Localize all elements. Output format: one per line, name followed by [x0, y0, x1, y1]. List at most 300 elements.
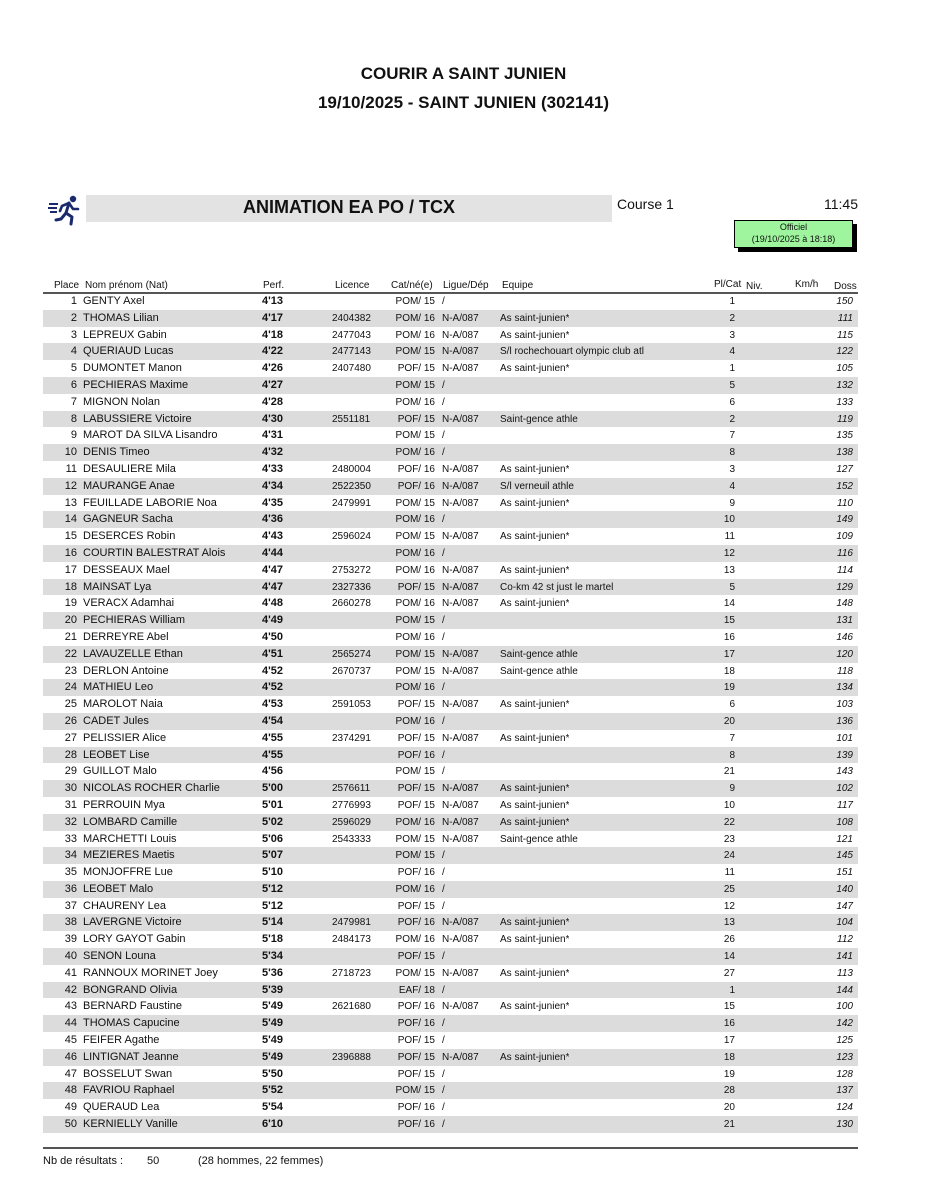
cell-plcat: 6 — [729, 396, 735, 408]
cell-cat: POM/ 15 — [395, 1085, 435, 1097]
table-row — [43, 1066, 858, 1083]
cell-doss: 113 — [837, 967, 853, 979]
cell-ligue: N-A/087 — [442, 967, 479, 979]
cell-plcat: 20 — [723, 1102, 735, 1114]
cell-name: GUILLOT Malo — [83, 765, 157, 778]
cell-perf: 4'55 — [262, 731, 283, 744]
cell-name: CHAURENY Lea — [83, 899, 166, 912]
cell-cat: POM/ 16 — [395, 816, 435, 828]
cell-place: 41 — [64, 966, 77, 979]
cell-doss: 137 — [836, 1085, 853, 1097]
cell-place: 35 — [64, 866, 77, 879]
table-row — [43, 780, 858, 797]
cell-perf: 4'44 — [262, 546, 283, 559]
cell-ligue: / — [442, 296, 445, 307]
cell-equipe: As saint-junien* — [500, 732, 570, 744]
cell-name: SENON Louna — [83, 950, 156, 963]
cell-name: LAVERGNE Victoire — [83, 916, 182, 929]
cell-ligue: N-A/087 — [442, 581, 479, 593]
cell-perf: 5'12 — [262, 899, 283, 912]
course-label: Course 1 — [617, 196, 674, 212]
cell-place: 3 — [70, 328, 77, 341]
cell-plcat: 16 — [723, 631, 735, 643]
cell-place: 47 — [64, 1067, 77, 1080]
cell-name: BERNARD Faustine — [83, 1000, 183, 1013]
cell-plcat: 21 — [723, 766, 735, 778]
cell-cat: POF/ 16 — [397, 1018, 435, 1030]
cell-name: LEOBET Malo — [83, 882, 154, 895]
cell-ligue: / — [442, 715, 445, 727]
cell-licence: 2776993 — [332, 799, 371, 811]
cell-ligue: / — [442, 379, 445, 391]
cell-cat: POF/ 15 — [397, 799, 435, 811]
cell-licence: 2484173 — [332, 934, 371, 946]
cell-cat: POM/ 16 — [395, 564, 435, 576]
cell-doss: 133 — [836, 396, 853, 408]
cell-plcat: 1 — [729, 984, 735, 996]
cell-ligue: / — [442, 682, 445, 694]
table-row — [43, 579, 858, 596]
cell-equipe: Saint-gence athle — [500, 665, 578, 677]
cell-name: DENIS Timeo — [83, 446, 150, 459]
cell-name: LAVAUZELLE Ethan — [83, 647, 183, 660]
table-row — [43, 679, 858, 696]
cell-ligue: N-A/087 — [442, 363, 479, 375]
cell-name: COURTIN BALESTRAT Alois — [83, 546, 226, 559]
cell-place: 42 — [64, 983, 77, 996]
cell-name: MAINSAT Lya — [83, 580, 152, 593]
cell-plcat: 9 — [729, 497, 735, 509]
cell-perf: 5'52 — [262, 1084, 283, 1097]
cell-perf: 5'49 — [262, 1034, 283, 1047]
cell-name: THOMAS Capucine — [83, 1017, 180, 1030]
cell-name: MATHIEU Leo — [83, 681, 154, 694]
cell-licence: 2718723 — [332, 967, 371, 979]
cell-ligue: / — [442, 514, 445, 526]
cell-place: 21 — [64, 630, 77, 643]
table-row — [43, 847, 858, 864]
cell-cat: POM/ 16 — [395, 682, 435, 694]
cell-cat: POM/ 15 — [395, 967, 435, 979]
cell-name: MARCHETTI Louis — [83, 832, 177, 845]
cell-place: 36 — [64, 882, 77, 895]
cell-place: 15 — [64, 530, 77, 543]
cell-plcat: 27 — [723, 967, 735, 979]
cell-ligue: / — [442, 1018, 445, 1030]
cell-perf: 4'51 — [262, 647, 283, 660]
cell-perf: 4'43 — [262, 530, 283, 543]
cell-plcat: 18 — [723, 1051, 735, 1063]
cell-ligue: N-A/087 — [442, 917, 479, 929]
cell-ligue: N-A/087 — [442, 934, 479, 946]
cell-plcat: 19 — [723, 1068, 735, 1080]
cell-ligue: / — [442, 867, 445, 879]
cell-cat: POF/ 15 — [397, 1068, 435, 1080]
cell-licence: 2404382 — [332, 312, 371, 324]
cell-name: QUERIAUD Lucas — [83, 345, 174, 358]
cell-doss: 125 — [836, 1035, 853, 1047]
cell-ligue: N-A/087 — [442, 497, 479, 509]
official-status-badge — [734, 220, 853, 248]
cell-licence: 2596029 — [332, 816, 371, 828]
cell-licence: 2374291 — [332, 732, 371, 744]
official-status-date: (19/10/2025 à 18:18) — [751, 234, 836, 244]
table-row — [43, 730, 858, 747]
cell-place: 12 — [64, 479, 77, 492]
cell-perf: 5'00 — [262, 782, 283, 795]
cell-cat: POF/ 16 — [397, 867, 435, 879]
cell-equipe: As saint-junien* — [500, 967, 570, 979]
cell-doss: 103 — [836, 699, 853, 711]
cell-name: DERREYRE Abel — [83, 630, 169, 643]
table-row — [43, 511, 858, 528]
table-row — [43, 696, 858, 713]
cell-doss: 132 — [836, 379, 853, 391]
cell-equipe: As saint-junien* — [500, 934, 570, 946]
cell-cat: POM/ 16 — [395, 598, 435, 610]
cell-plcat: 23 — [723, 833, 735, 845]
cell-name: BONGRAND Olivia — [83, 983, 178, 996]
cell-name: FEIFER Agathe — [83, 1034, 160, 1047]
cell-doss: 134 — [836, 682, 853, 694]
cell-cat: POM/ 15 — [395, 665, 435, 677]
cell-cat: POM/ 16 — [395, 312, 435, 324]
cell-plcat: 4 — [729, 346, 735, 358]
cell-ligue: N-A/087 — [442, 833, 479, 845]
cell-licence: 2660278 — [332, 598, 371, 610]
cell-doss: 130 — [836, 1119, 853, 1131]
cell-cat: POF/ 15 — [397, 951, 435, 963]
cell-ligue: / — [442, 766, 445, 778]
table-row — [43, 646, 858, 663]
cell-plcat: 3 — [729, 463, 735, 475]
cell-licence: 2407480 — [332, 363, 371, 375]
cell-name: LOMBARD Camille — [83, 815, 178, 828]
cell-perf: 4'50 — [262, 630, 283, 643]
cell-plcat: 26 — [723, 934, 735, 946]
col-doss: Doss — [834, 281, 857, 292]
table-row — [43, 797, 858, 814]
cell-ligue: N-A/087 — [442, 346, 479, 358]
cell-name: DUMONTET Manon — [83, 362, 182, 375]
cell-perf: 4'26 — [262, 362, 283, 375]
table-row — [43, 545, 858, 562]
cell-place: 48 — [64, 1084, 77, 1097]
cell-doss: 109 — [836, 531, 853, 543]
cell-equipe: As saint-junien* — [500, 312, 570, 324]
cell-perf: 4'56 — [262, 765, 283, 778]
cell-plcat: 11 — [724, 867, 735, 879]
cell-plcat: 10 — [723, 799, 735, 811]
cell-perf: 4'18 — [262, 328, 283, 341]
table-row — [43, 982, 858, 999]
cell-cat: POM/ 16 — [395, 631, 435, 643]
cell-equipe: As saint-junien* — [500, 917, 570, 929]
event-title: COURIR A SAINT JUNIEN — [360, 64, 567, 83]
cell-name: DERLON Antoine — [83, 664, 169, 677]
cell-ligue: N-A/087 — [442, 699, 479, 711]
cell-plcat: 13 — [723, 564, 735, 576]
cell-ligue: N-A/087 — [442, 312, 479, 324]
cell-doss: 112 — [837, 934, 853, 946]
cell-equipe: Saint-gence athle — [500, 413, 578, 425]
cell-place: 14 — [64, 513, 77, 526]
cell-doss: 135 — [836, 430, 853, 442]
cell-doss: 102 — [836, 783, 853, 795]
cell-place: 13 — [64, 496, 77, 509]
cell-ligue: / — [442, 850, 445, 862]
cell-perf: 5'49 — [262, 1050, 283, 1063]
cell-perf: 5'49 — [262, 1017, 283, 1030]
cell-equipe: As saint-junien* — [500, 1051, 570, 1063]
cell-equipe: S/l rochechouart olympic club atl — [500, 346, 644, 358]
cell-cat: POM/ 15 — [395, 346, 435, 358]
table-row — [43, 495, 858, 512]
table-row — [43, 1015, 858, 1032]
official-status-label: Officiel — [779, 222, 808, 232]
cell-cat: POF/ 16 — [397, 917, 435, 929]
cell-licence: 2396888 — [332, 1051, 371, 1063]
cell-ligue: N-A/087 — [442, 329, 479, 341]
table-row — [43, 343, 858, 360]
cell-licence: 2591053 — [332, 699, 371, 711]
cell-place: 18 — [64, 580, 77, 593]
cell-doss: 140 — [836, 883, 853, 895]
cell-licence: 2543333 — [332, 833, 371, 845]
cell-name: DESSEAUX Mael — [83, 563, 170, 576]
cell-licence: 2551181 — [332, 413, 371, 425]
cell-name: MAROLOT Naia — [83, 698, 163, 711]
cell-perf: 4'55 — [262, 748, 283, 761]
cell-plcat: 19 — [723, 682, 735, 694]
cell-cat: POM/ 15 — [395, 766, 435, 778]
cell-name: MONJOFFRE Lue — [83, 866, 173, 879]
table-row — [43, 427, 858, 444]
cell-doss: 143 — [836, 766, 853, 778]
cell-perf: 5'18 — [262, 933, 283, 946]
cell-ligue: / — [442, 1068, 445, 1080]
cell-name: LEPREUX Gabin — [83, 328, 167, 341]
table-row — [43, 864, 858, 881]
cell-ligue: / — [442, 1102, 445, 1114]
cell-place: 26 — [64, 714, 77, 727]
cell-place: 39 — [64, 933, 77, 946]
cell-doss: 117 — [837, 799, 853, 811]
cell-doss: 139 — [836, 749, 853, 761]
col-place: Place — [54, 280, 80, 291]
cell-plcat: 13 — [723, 917, 735, 929]
cell-equipe: As saint-junien* — [500, 598, 570, 610]
cell-cat: POF/ 15 — [397, 1051, 435, 1063]
cell-plcat: 14 — [723, 951, 735, 963]
cell-cat: POF/ 16 — [397, 749, 435, 761]
cell-plcat: 18 — [723, 665, 735, 677]
cell-place: 50 — [64, 1118, 77, 1131]
table-row — [43, 948, 858, 965]
cell-plcat: 24 — [723, 850, 735, 862]
cell-plcat: 28 — [723, 1085, 735, 1097]
event-date-location: 19/10/2025 - SAINT JUNIEN (302141) — [317, 93, 610, 112]
cell-cat: POM/ 15 — [395, 615, 435, 627]
table-row — [43, 1082, 858, 1099]
cell-name: NICOLAS ROCHER Charlie — [83, 782, 220, 795]
cell-name: FAVRIOU Raphael — [83, 1084, 175, 1097]
cell-name: DESERCES Robin — [83, 530, 176, 543]
cell-plcat: 3 — [729, 329, 735, 341]
cell-doss: 136 — [836, 715, 853, 727]
table-row — [43, 411, 858, 428]
cell-doss: 115 — [837, 329, 853, 341]
cell-equipe: As saint-junien* — [500, 531, 570, 543]
cell-perf: 4'27 — [262, 378, 283, 391]
start-time: 11:45 — [824, 196, 858, 212]
results-count-label: Nb de résultats : — [43, 1155, 124, 1167]
cell-perf: 4'48 — [262, 597, 283, 610]
cell-licence: 2596024 — [332, 531, 371, 543]
table-row — [43, 444, 858, 461]
cell-equipe: Saint-gence athle — [500, 648, 578, 660]
cell-plcat: 5 — [729, 581, 735, 593]
table-row — [43, 461, 858, 478]
cell-perf: 5'50 — [262, 1067, 283, 1080]
cell-place: 44 — [64, 1017, 77, 1030]
cell-ligue: N-A/087 — [442, 1001, 479, 1013]
cell-name: RANNOUX MORINET Joey — [83, 966, 218, 979]
col-cat: Cat/né(e) — [391, 280, 433, 291]
cell-equipe: As saint-junien* — [500, 799, 570, 811]
cell-licence: 2327336 — [332, 581, 371, 593]
cell-cat: POM/ 16 — [395, 396, 435, 408]
cell-equipe: As saint-junien* — [500, 699, 570, 711]
cell-doss: 129 — [836, 581, 853, 593]
cell-cat: POM/ 15 — [395, 379, 435, 391]
cell-ligue: / — [442, 547, 445, 559]
cell-doss: 138 — [836, 447, 853, 459]
cell-doss: 119 — [837, 413, 853, 425]
cell-doss: 146 — [836, 631, 853, 643]
cell-doss: 141 — [836, 951, 853, 963]
cell-name: THOMAS Lilian — [83, 311, 159, 324]
cell-cat: POF/ 16 — [397, 480, 435, 492]
col-kmh: Km/h — [795, 279, 819, 290]
cell-plcat: 4 — [729, 480, 735, 492]
cell-licence: 2753272 — [332, 564, 371, 576]
cell-ligue: N-A/087 — [442, 463, 479, 475]
cell-perf: 4'47 — [262, 563, 283, 576]
cell-name: LORY GAYOT Gabin — [83, 933, 186, 946]
table-row — [43, 1099, 858, 1116]
cell-doss: 124 — [836, 1102, 853, 1114]
cell-ligue: / — [442, 396, 445, 408]
table-row — [43, 713, 858, 730]
cell-place: 30 — [64, 782, 77, 795]
cell-perf: 4'28 — [262, 395, 283, 408]
cell-name: LABUSSIERE Victoire — [83, 412, 192, 425]
cell-doss: 122 — [836, 346, 853, 358]
cell-perf: 4'31 — [262, 429, 283, 442]
col-niv: Niv. — [746, 281, 763, 292]
results-table — [43, 293, 858, 1133]
table-row — [43, 898, 858, 915]
table-row — [43, 763, 858, 780]
cell-name: BOSSELUT Swan — [83, 1067, 173, 1080]
cell-name: PELISSIER Alice — [83, 731, 167, 744]
cell-plcat: 2 — [729, 312, 735, 324]
cell-place: 49 — [64, 1101, 77, 1114]
cell-name: CADET Jules — [83, 714, 149, 727]
cell-ligue: N-A/087 — [442, 598, 479, 610]
cell-doss: 151 — [836, 867, 853, 879]
cell-place: 46 — [64, 1050, 77, 1063]
cell-place: 10 — [64, 446, 77, 459]
cell-plcat: 15 — [723, 1001, 735, 1013]
cell-place: 24 — [64, 681, 77, 694]
cell-doss: 128 — [836, 1068, 853, 1080]
cell-place: 27 — [64, 731, 77, 744]
cell-plcat: 5 — [729, 379, 735, 391]
cell-perf: 6'10 — [262, 1118, 283, 1131]
cell-cat: POM/ 15 — [395, 850, 435, 862]
cell-equipe: As saint-junien* — [500, 463, 570, 475]
cell-licence: 2477043 — [332, 329, 371, 341]
cell-ligue: N-A/087 — [442, 783, 479, 795]
cell-perf: 5'01 — [262, 798, 283, 811]
cell-licence: 2479981 — [332, 917, 371, 929]
cell-doss: 104 — [836, 917, 853, 929]
results-breakdown: (28 hommes, 22 femmes) — [198, 1155, 324, 1167]
table-row — [43, 562, 858, 579]
running-person-icon — [47, 194, 83, 226]
cell-doss: 110 — [837, 497, 853, 509]
cell-cat: POF/ 15 — [397, 732, 435, 744]
table-row — [43, 1116, 858, 1133]
cell-equipe: As saint-junien* — [500, 1001, 570, 1013]
cell-ligue: / — [442, 1035, 445, 1047]
cell-name: VERACX Adamhai — [83, 597, 175, 610]
table-row — [43, 293, 858, 310]
cell-perf: 4'34 — [262, 479, 283, 492]
table-row — [43, 1032, 858, 1049]
col-ligue: Ligue/Dép — [443, 280, 489, 291]
cell-cat: POF/ 15 — [397, 783, 435, 795]
cell-doss: 144 — [836, 984, 853, 996]
cell-ligue: / — [442, 1119, 445, 1131]
cell-name: QUERAUD Lea — [83, 1101, 160, 1114]
cell-plcat: 7 — [729, 732, 735, 744]
cell-doss: 111 — [837, 312, 853, 324]
cell-perf: 4'22 — [262, 345, 283, 358]
cell-doss: 145 — [836, 850, 853, 862]
cell-plcat: 1 — [729, 296, 735, 307]
cell-cat: POM/ 15 — [395, 430, 435, 442]
cell-plcat: 11 — [724, 531, 735, 543]
cell-licence: 2477143 — [332, 346, 371, 358]
cell-place: 40 — [64, 950, 77, 963]
table-row — [43, 914, 858, 931]
cell-plcat: 10 — [723, 514, 735, 526]
table-row — [43, 327, 858, 344]
cell-doss: 150 — [836, 296, 853, 307]
cell-name: DESAULIERE Mila — [83, 462, 176, 475]
cell-plcat: 12 — [723, 900, 735, 912]
table-row — [43, 831, 858, 848]
cell-doss: 114 — [837, 564, 853, 576]
cell-ligue: N-A/087 — [442, 564, 479, 576]
cell-place: 20 — [64, 614, 77, 627]
cell-place: 2 — [70, 311, 77, 324]
cell-plcat: 17 — [723, 1035, 735, 1047]
cell-cat: EAF/ 18 — [398, 984, 435, 996]
